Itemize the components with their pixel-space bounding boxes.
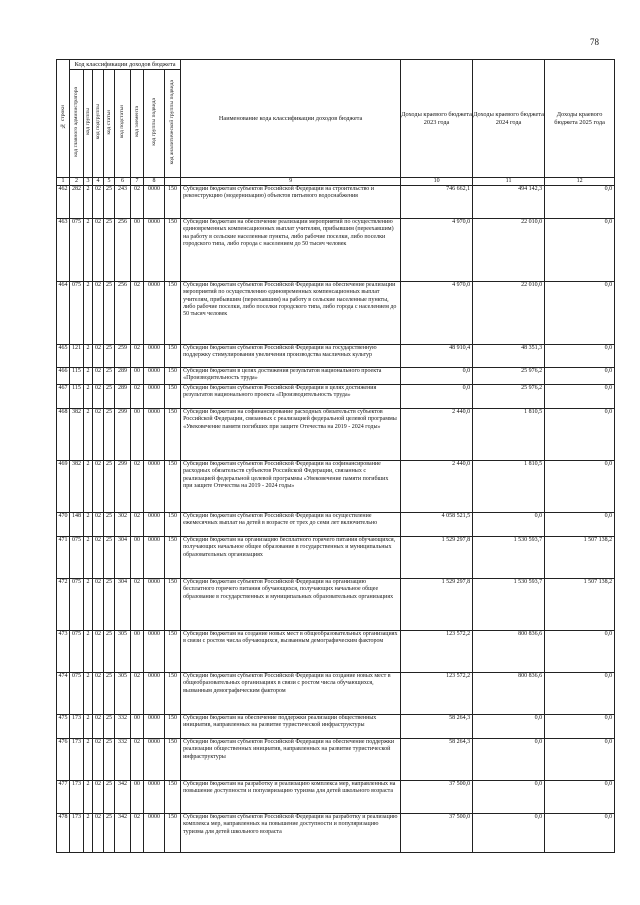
admin-code: 173 (70, 715, 84, 739)
column-number: 2 (70, 178, 84, 186)
revenue-name: Субсидии бюджетам субъектов Российской Федерации на софинансирование расходных обязательств субъектов Российской Федерации, связанных с реализацией федеральной целевой программы «Увековечение памяти погибших при защите Отечества на 2019 - 2024 годы» (181, 461, 401, 513)
analytic-group-code: 150 (165, 739, 181, 781)
admin-code: 382 (70, 409, 84, 461)
amount-2025: 0,0 (545, 345, 615, 368)
subtype-group-code: 0000 (144, 814, 165, 853)
admin-code: 115 (70, 368, 84, 385)
analytic-group-code: 150 (165, 579, 181, 631)
revenue-name: Субсидии бюджетам субъектов Российской Федерации на обеспечение поддержки реализации общественных инициатив, направленных на развитие туристической инфраструктуры (181, 739, 401, 781)
article-code: 25 (104, 186, 115, 219)
group-code: 2 (84, 461, 93, 513)
article-code: 25 (104, 385, 115, 409)
admin-code: 382 (70, 461, 84, 513)
subtype-group-code: 0000 (144, 219, 165, 282)
header-code-subarticle: код подстатьи (115, 70, 131, 178)
subgroup-code: 02 (93, 579, 104, 631)
subtype-group-code: 0000 (144, 673, 165, 715)
subtype-group-code: 0000 (144, 345, 165, 368)
element-code: 02 (131, 579, 144, 631)
revenue-name: Субсидии бюджетам на организацию бесплатного горячего питания обучающихся, получающих начальное общее образование в государственных и муниципальных образовательных организациях (181, 537, 401, 579)
revenue-name: Субсидии бюджетам субъектов Российской Федерации в целях достижения результатов национального проекта «Производительность труда» (181, 385, 401, 409)
amount-2023: 58 264,3 (401, 715, 473, 739)
row-number: 468 (57, 409, 70, 461)
analytic-group-code: 150 (165, 345, 181, 368)
element-code: 00 (131, 781, 144, 814)
row-number: 474 (57, 673, 70, 715)
row-number: 473 (57, 631, 70, 673)
analytic-group-code: 150 (165, 186, 181, 219)
admin-code: 075 (70, 673, 84, 715)
amount-2025: 1 507 138,2 (545, 579, 615, 631)
amount-2024: 0,0 (473, 814, 545, 853)
header-name: Наименование кода классификации доходов бюджета (181, 60, 401, 178)
article-code: 25 (104, 631, 115, 673)
subarticle-code: 256 (115, 219, 131, 282)
amount-2025: 0,0 (545, 673, 615, 715)
column-numbers-row (57, 178, 615, 186)
article-code: 25 (104, 739, 115, 781)
row-number: 470 (57, 513, 70, 537)
element-code: 00 (131, 409, 144, 461)
subtype-group-code: 0000 (144, 409, 165, 461)
amount-2023: 37 500,0 (401, 781, 473, 814)
table-row (57, 814, 615, 853)
amount-2025: 0,0 (545, 409, 615, 461)
admin-code: 115 (70, 385, 84, 409)
element-code: 00 (131, 368, 144, 385)
admin-code: 121 (70, 345, 84, 368)
subtype-group-code: 0000 (144, 461, 165, 513)
group-code: 2 (84, 537, 93, 579)
amount-2024: 1 530 593,7 (473, 537, 545, 579)
column-number: 4 (93, 178, 104, 186)
subgroup-code: 02 (93, 631, 104, 673)
amount-2024: 48 351,3 (473, 345, 545, 368)
header-classification-group: Код классификации доходов бюджета (70, 60, 181, 70)
subarticle-code: 304 (115, 579, 131, 631)
header-code-analytic-group: код аналитической группы подвида (165, 70, 181, 178)
column-number: 5 (104, 178, 115, 186)
table-row (57, 345, 615, 368)
subgroup-code: 02 (93, 715, 104, 739)
subarticle-code: 304 (115, 537, 131, 579)
row-number: 472 (57, 579, 70, 631)
column-number: 6 (115, 178, 131, 186)
group-code: 2 (84, 715, 93, 739)
article-code: 25 (104, 781, 115, 814)
amount-2025: 0,0 (545, 368, 615, 385)
amount-2023: 48 910,4 (401, 345, 473, 368)
row-number: 471 (57, 537, 70, 579)
table-row (57, 513, 615, 537)
row-number: 462 (57, 186, 70, 219)
analytic-group-code: 150 (165, 673, 181, 715)
group-code: 2 (84, 673, 93, 715)
amount-2025: 1 507 138,2 (545, 537, 615, 579)
amount-2024: 25 976,2 (473, 385, 545, 409)
article-code: 25 (104, 673, 115, 715)
header-code-subgroup: код подгруппы (93, 70, 104, 178)
amount-2024: 0,0 (473, 781, 545, 814)
article-code: 25 (104, 345, 115, 368)
subgroup-code: 02 (93, 186, 104, 219)
table-row (57, 631, 615, 673)
amount-2024: 0,0 (473, 513, 545, 537)
table-row (57, 673, 615, 715)
amount-2023: 37 500,0 (401, 814, 473, 853)
analytic-group-code: 150 (165, 513, 181, 537)
header-year-2025: Доходы краевого бюджета 2025 года (545, 60, 615, 178)
amount-2024: 800 836,6 (473, 673, 545, 715)
amount-2025: 0,0 (545, 461, 615, 513)
amount-2025: 0,0 (545, 781, 615, 814)
group-code: 2 (84, 814, 93, 853)
amount-2024: 1 530 593,7 (473, 579, 545, 631)
row-number: 463 (57, 219, 70, 282)
subtype-group-code: 0000 (144, 631, 165, 673)
subarticle-code: 305 (115, 673, 131, 715)
admin-code: 173 (70, 739, 84, 781)
revenue-name: Субсидии бюджетам субъектов Российской Федерации на государственную поддержку стимулирования увеличения производства масличных культур (181, 345, 401, 368)
revenue-name: Субсидии бюджетам субъектов Российской Федерации на разработку и реализацию комплекса мер, направленных на повышение доступности и популяризацию туризма для детей школьного возраста (181, 814, 401, 853)
amount-2023: 4 058 521,5 (401, 513, 473, 537)
element-code: 02 (131, 282, 144, 345)
group-code: 2 (84, 579, 93, 631)
column-number: 11 (473, 178, 545, 186)
admin-code: 173 (70, 814, 84, 853)
subarticle-code: 299 (115, 461, 131, 513)
group-code: 2 (84, 409, 93, 461)
subtype-group-code: 0000 (144, 282, 165, 345)
amount-2023: 123 572,2 (401, 631, 473, 673)
subarticle-code: 256 (115, 282, 131, 345)
article-code: 25 (104, 409, 115, 461)
admin-code: 075 (70, 219, 84, 282)
group-code: 2 (84, 781, 93, 814)
amount-2023: 1 529 297,8 (401, 579, 473, 631)
column-number: 7 (131, 178, 144, 186)
group-code: 2 (84, 219, 93, 282)
header-row-number: № строки (57, 60, 70, 178)
analytic-group-code: 150 (165, 461, 181, 513)
amount-2024: 0,0 (473, 715, 545, 739)
subtype-group-code: 0000 (144, 186, 165, 219)
table-row (57, 537, 615, 579)
article-code: 25 (104, 513, 115, 537)
element-code: 00 (131, 631, 144, 673)
table-row (57, 186, 615, 219)
subarticle-code: 289 (115, 385, 131, 409)
group-code: 2 (84, 368, 93, 385)
amount-2025: 0,0 (545, 282, 615, 345)
revenue-name: Субсидии бюджетам субъектов Российской Федерации на строительство и реконструкцию (модернизацию) объектов питьевого водоснабжения (181, 186, 401, 219)
article-code: 25 (104, 814, 115, 853)
element-code: 02 (131, 385, 144, 409)
column-number: 1 (57, 178, 70, 186)
revenue-classification-table (56, 59, 615, 853)
header-code-group: код группы (84, 70, 93, 178)
column-number: 3 (84, 178, 93, 186)
subgroup-code: 02 (93, 814, 104, 853)
revenue-name: Субсидии бюджетам на создание новых мест в общеобразовательных организациях в связи с ростом числа обучающихся, вызванным демографическим фактором (181, 631, 401, 673)
row-number: 476 (57, 739, 70, 781)
row-number: 478 (57, 814, 70, 853)
admin-code: 075 (70, 579, 84, 631)
column-number: 12 (545, 178, 615, 186)
element-code: 02 (131, 461, 144, 513)
subgroup-code: 02 (93, 513, 104, 537)
subgroup-code: 02 (93, 673, 104, 715)
subgroup-code: 02 (93, 461, 104, 513)
admin-code: 148 (70, 513, 84, 537)
subtype-group-code: 0000 (144, 368, 165, 385)
amount-2025: 0,0 (545, 186, 615, 219)
amount-2025: 0,0 (545, 219, 615, 282)
amount-2024: 22 010,0 (473, 282, 545, 345)
admin-code: 075 (70, 282, 84, 345)
admin-code: 075 (70, 631, 84, 673)
revenue-name: Субсидии бюджетам на обеспечение реализации мероприятий по осуществлению единовременных компенсационных выплат учителям, прибывшим (переехавшим) на работу в сельские населенные пункты, либо рабочие поселки, либо поселки городского типа, либо города с населением до 50 тысяч человек (181, 219, 401, 282)
element-code: 00 (131, 219, 144, 282)
amount-2024: 25 976,2 (473, 368, 545, 385)
subgroup-code: 02 (93, 368, 104, 385)
analytic-group-code: 150 (165, 715, 181, 739)
revenue-name: Субсидии бюджетам субъектов Российской Федерации на осуществление ежемесячных выплат на детей в возрасте от трех до семи лет включительно (181, 513, 401, 537)
table-row (57, 579, 615, 631)
header-year-2024: Доходы краевого бюджета 2024 года (473, 60, 545, 178)
analytic-group-code: 150 (165, 814, 181, 853)
subarticle-code: 332 (115, 715, 131, 739)
row-number: 467 (57, 385, 70, 409)
revenue-name: Субсидии бюджетам на обеспечение поддержки реализации общественных инициатив, направленных на развитие туристической инфраструктуры (181, 715, 401, 739)
table-row (57, 409, 615, 461)
table-row (57, 461, 615, 513)
admin-code: 173 (70, 781, 84, 814)
admin-code: 075 (70, 537, 84, 579)
amount-2023: 1 529 297,8 (401, 537, 473, 579)
amount-2023: 0,0 (401, 368, 473, 385)
revenue-name: Субсидии бюджетам на разработку и реализацию комплекса мер, направленных на повышение доступности и популяризацию туризма для детей школьного возраста (181, 781, 401, 814)
table-row (57, 781, 615, 814)
column-number: 9 (181, 178, 401, 186)
header-code-admin: код главного администратора (70, 70, 84, 178)
element-code: 02 (131, 513, 144, 537)
subtype-group-code: 0000 (144, 781, 165, 814)
article-code: 25 (104, 368, 115, 385)
amount-2024: 494 142,3 (473, 186, 545, 219)
subgroup-code: 02 (93, 282, 104, 345)
subgroup-code: 02 (93, 537, 104, 579)
amount-2023: 4 970,0 (401, 219, 473, 282)
element-code: 00 (131, 537, 144, 579)
revenue-name: Субсидии бюджетам субъектов Российской Федерации на обеспечение реализации мероприятий по осуществлению единовременных компенсационных выплат учителям, прибывшим (переехавшим) на работу в сельские населенные пункты, либо рабочие поселки, либо поселки городского типа, либо города с населением до 50 тысяч человек (181, 282, 401, 345)
revenue-name: Субсидии бюджетам субъектов Российской Федерации на организацию бесплатного горячего питания обучающихся, получающих начальное общее образование в государственных и муниципальных образовательных организациях (181, 579, 401, 631)
subtype-group-code: 0000 (144, 739, 165, 781)
group-code: 2 (84, 186, 93, 219)
element-code: 02 (131, 673, 144, 715)
amount-2023: 4 970,0 (401, 282, 473, 345)
row-number: 477 (57, 781, 70, 814)
analytic-group-code: 150 (165, 631, 181, 673)
amount-2025: 0,0 (545, 814, 615, 853)
subarticle-code: 302 (115, 513, 131, 537)
row-number: 475 (57, 715, 70, 739)
subarticle-code: 259 (115, 345, 131, 368)
table-row (57, 282, 615, 345)
header-code-element: код элемента (131, 70, 144, 178)
element-code: 02 (131, 814, 144, 853)
row-number: 466 (57, 368, 70, 385)
analytic-group-code: 150 (165, 385, 181, 409)
article-code: 25 (104, 537, 115, 579)
row-number: 469 (57, 461, 70, 513)
group-code: 2 (84, 631, 93, 673)
amount-2025: 0,0 (545, 739, 615, 781)
article-code: 25 (104, 461, 115, 513)
subtype-group-code: 0000 (144, 513, 165, 537)
subgroup-code: 02 (93, 385, 104, 409)
column-number: 8 (144, 178, 165, 186)
amount-2024: 1 810,5 (473, 409, 545, 461)
element-code: 00 (131, 715, 144, 739)
amount-2025: 0,0 (545, 513, 615, 537)
group-code: 2 (84, 345, 93, 368)
row-number: 465 (57, 345, 70, 368)
subgroup-code: 02 (93, 409, 104, 461)
analytic-group-code: 150 (165, 219, 181, 282)
column-number (165, 178, 181, 186)
analytic-group-code: 150 (165, 409, 181, 461)
analytic-group-code: 150 (165, 368, 181, 385)
element-code: 02 (131, 186, 144, 219)
table-row (57, 219, 615, 282)
subarticle-code: 243 (115, 186, 131, 219)
amount-2024: 0,0 (473, 739, 545, 781)
amount-2023: 2 440,0 (401, 409, 473, 461)
amount-2024: 22 010,0 (473, 219, 545, 282)
group-code: 2 (84, 385, 93, 409)
article-code: 25 (104, 715, 115, 739)
subgroup-code: 02 (93, 345, 104, 368)
subtype-group-code: 0000 (144, 579, 165, 631)
group-code: 2 (84, 739, 93, 781)
amount-2024: 800 836,6 (473, 631, 545, 673)
subgroup-code: 02 (93, 781, 104, 814)
page-number: 78 (590, 37, 599, 47)
row-number: 464 (57, 282, 70, 345)
header-code-subtype-group: код группы подвида (144, 70, 165, 178)
group-code: 2 (84, 513, 93, 537)
amount-2025: 0,0 (545, 715, 615, 739)
revenue-name: Субсидии бюджетам на софинансирование расходных обязательств субъектов Российской Федерации, связанных с реализацией федеральной целевой программы «Увековечение памяти погибших при защите Отечества на 2019 - 2024 годы» (181, 409, 401, 461)
analytic-group-code: 150 (165, 537, 181, 579)
subarticle-code: 289 (115, 368, 131, 385)
group-code: 2 (84, 282, 93, 345)
subgroup-code: 02 (93, 219, 104, 282)
subtype-group-code: 0000 (144, 385, 165, 409)
subtype-group-code: 0000 (144, 537, 165, 579)
subarticle-code: 342 (115, 814, 131, 853)
header-year-2023: Доходы краевого бюджета 2023 года (401, 60, 473, 178)
revenue-name: Субсидии бюджетам в целях достижения результатов национального проекта «Производительность труда» (181, 368, 401, 385)
amount-2023: 746 662,1 (401, 186, 473, 219)
article-code: 25 (104, 579, 115, 631)
subgroup-code: 02 (93, 739, 104, 781)
header-code-article: код статьи (104, 70, 115, 178)
article-code: 25 (104, 282, 115, 345)
table-row (57, 739, 615, 781)
article-code: 25 (104, 219, 115, 282)
table-row (57, 385, 615, 409)
amount-2024: 1 810,5 (473, 461, 545, 513)
amount-2023: 58 264,3 (401, 739, 473, 781)
admin-code: 282 (70, 186, 84, 219)
subarticle-code: 299 (115, 409, 131, 461)
subarticle-code: 342 (115, 781, 131, 814)
column-number: 10 (401, 178, 473, 186)
amount-2023: 123 572,2 (401, 673, 473, 715)
subarticle-code: 305 (115, 631, 131, 673)
subarticle-code: 332 (115, 739, 131, 781)
revenue-name: Субсидии бюджетам субъектов Российской Федерации на создание новых мест в общеобразовательных организациях в связи с ростом числа обучающихся, вызванным демографическим фактором (181, 673, 401, 715)
amount-2025: 0,0 (545, 385, 615, 409)
table-row (57, 368, 615, 385)
table-row (57, 715, 615, 739)
analytic-group-code: 150 (165, 781, 181, 814)
amount-2023: 0,0 (401, 385, 473, 409)
amount-2025: 0,0 (545, 631, 615, 673)
analytic-group-code: 150 (165, 282, 181, 345)
subtype-group-code: 0000 (144, 715, 165, 739)
amount-2023: 2 440,0 (401, 461, 473, 513)
element-code: 02 (131, 345, 144, 368)
element-code: 02 (131, 739, 144, 781)
